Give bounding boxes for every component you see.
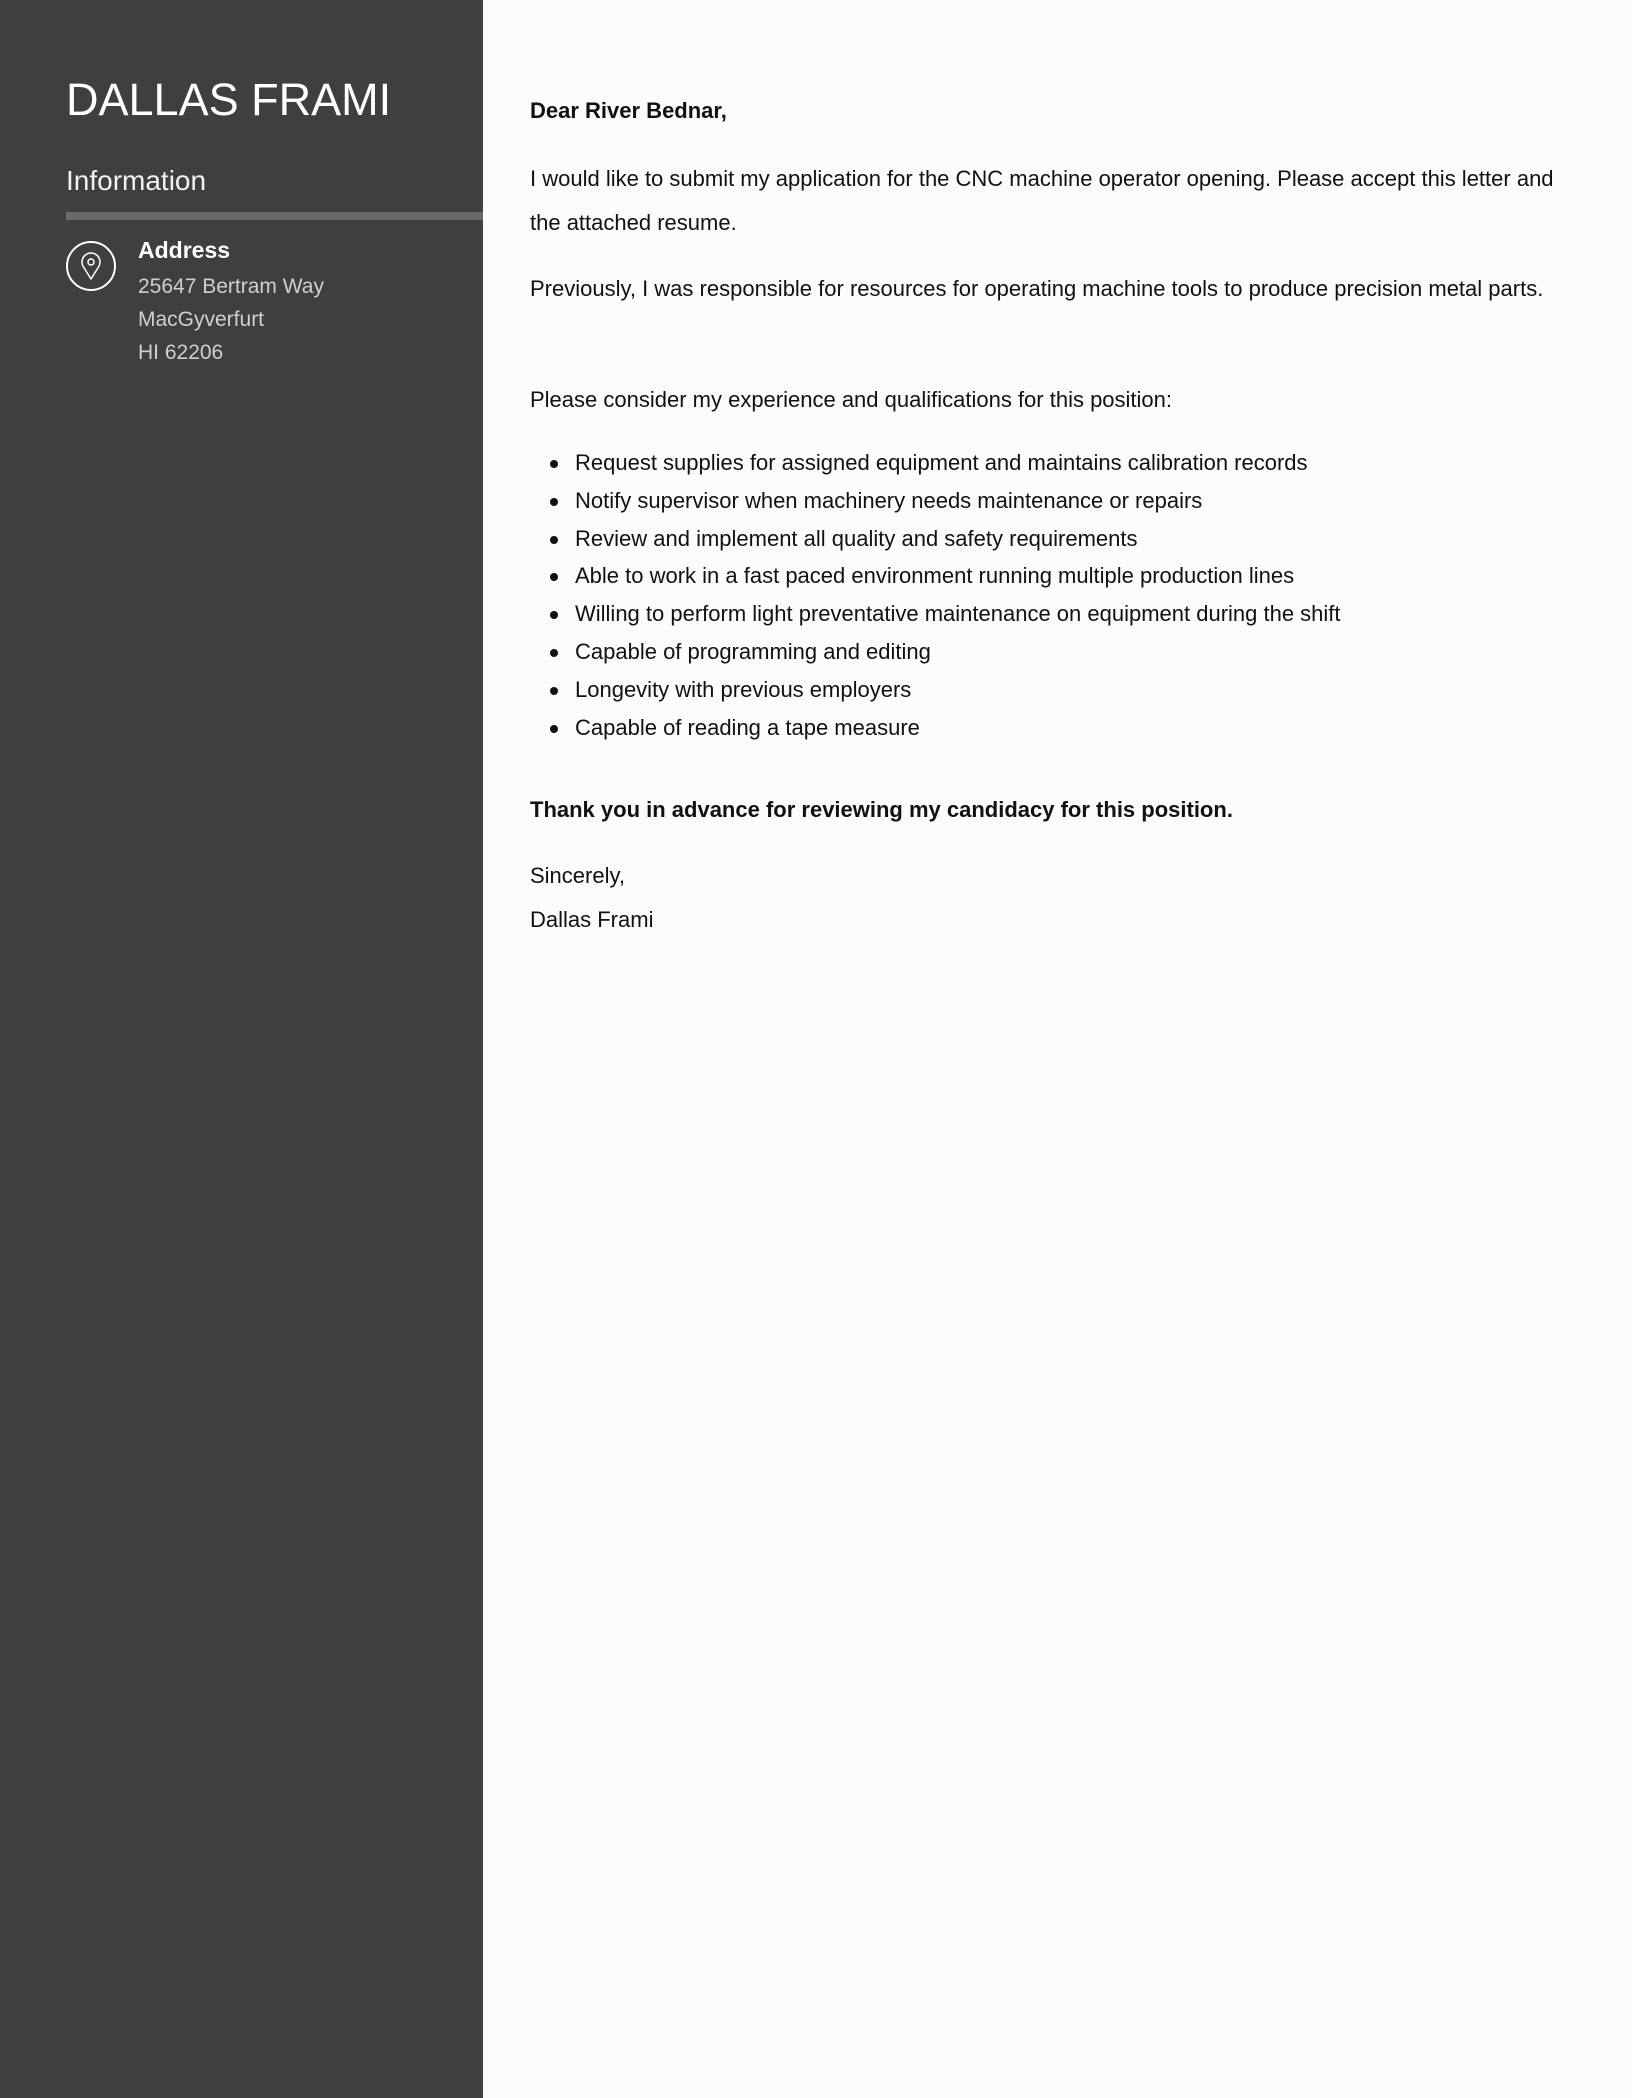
list-item: Request supplies for assigned equipment and maintains calibration records [575, 444, 1341, 482]
list-item: Willing to perform light preventative maintenance on equipment during the shift [575, 595, 1341, 633]
address-value [138, 270, 324, 369]
list-item: Capable of reading a tape measure [575, 709, 1341, 747]
closing-statement: Thank you in advance for reviewing my candidacy for this position. [530, 797, 1233, 822]
map-pin-icon [66, 241, 116, 291]
address-line: MacGyverfurt [138, 308, 265, 331]
list-item: Able to work in a fast paced environment running multiple production lines [575, 557, 1341, 595]
sidebar [0, 0, 483, 2098]
list-item: Capable of programming and editing [575, 633, 1341, 671]
address-line: 25647 Bertram Way [138, 275, 324, 298]
list-item: Review and implement all quality and safety requirements [575, 520, 1341, 558]
paragraph: I would like to submit my application for the CNC machine operator opening. Please accept this letter and the attached resume. [530, 166, 1554, 235]
paragraph: Please consider my experience and qualifications for this position: [530, 387, 1173, 412]
signature: Dallas Frami [530, 907, 654, 932]
paragraph: Previously, I was responsible for resources for operating machine tools to produce precision metal parts. [530, 276, 1544, 301]
applicant-name: DALLAS FRAMI [66, 74, 392, 125]
salutation: Dear River Bednar, [530, 98, 727, 123]
address-line: HI 62206 [138, 341, 224, 364]
information-heading: Information [66, 165, 207, 196]
address-label: Address [138, 237, 231, 263]
list-item: Longevity with previous employers [575, 671, 1341, 709]
sign-off: Sincerely, [530, 863, 625, 888]
list-item: Notify supervisor when machinery needs maintenance or repairs [575, 482, 1341, 520]
qualifications-list [530, 444, 1341, 746]
section-divider [66, 212, 483, 220]
